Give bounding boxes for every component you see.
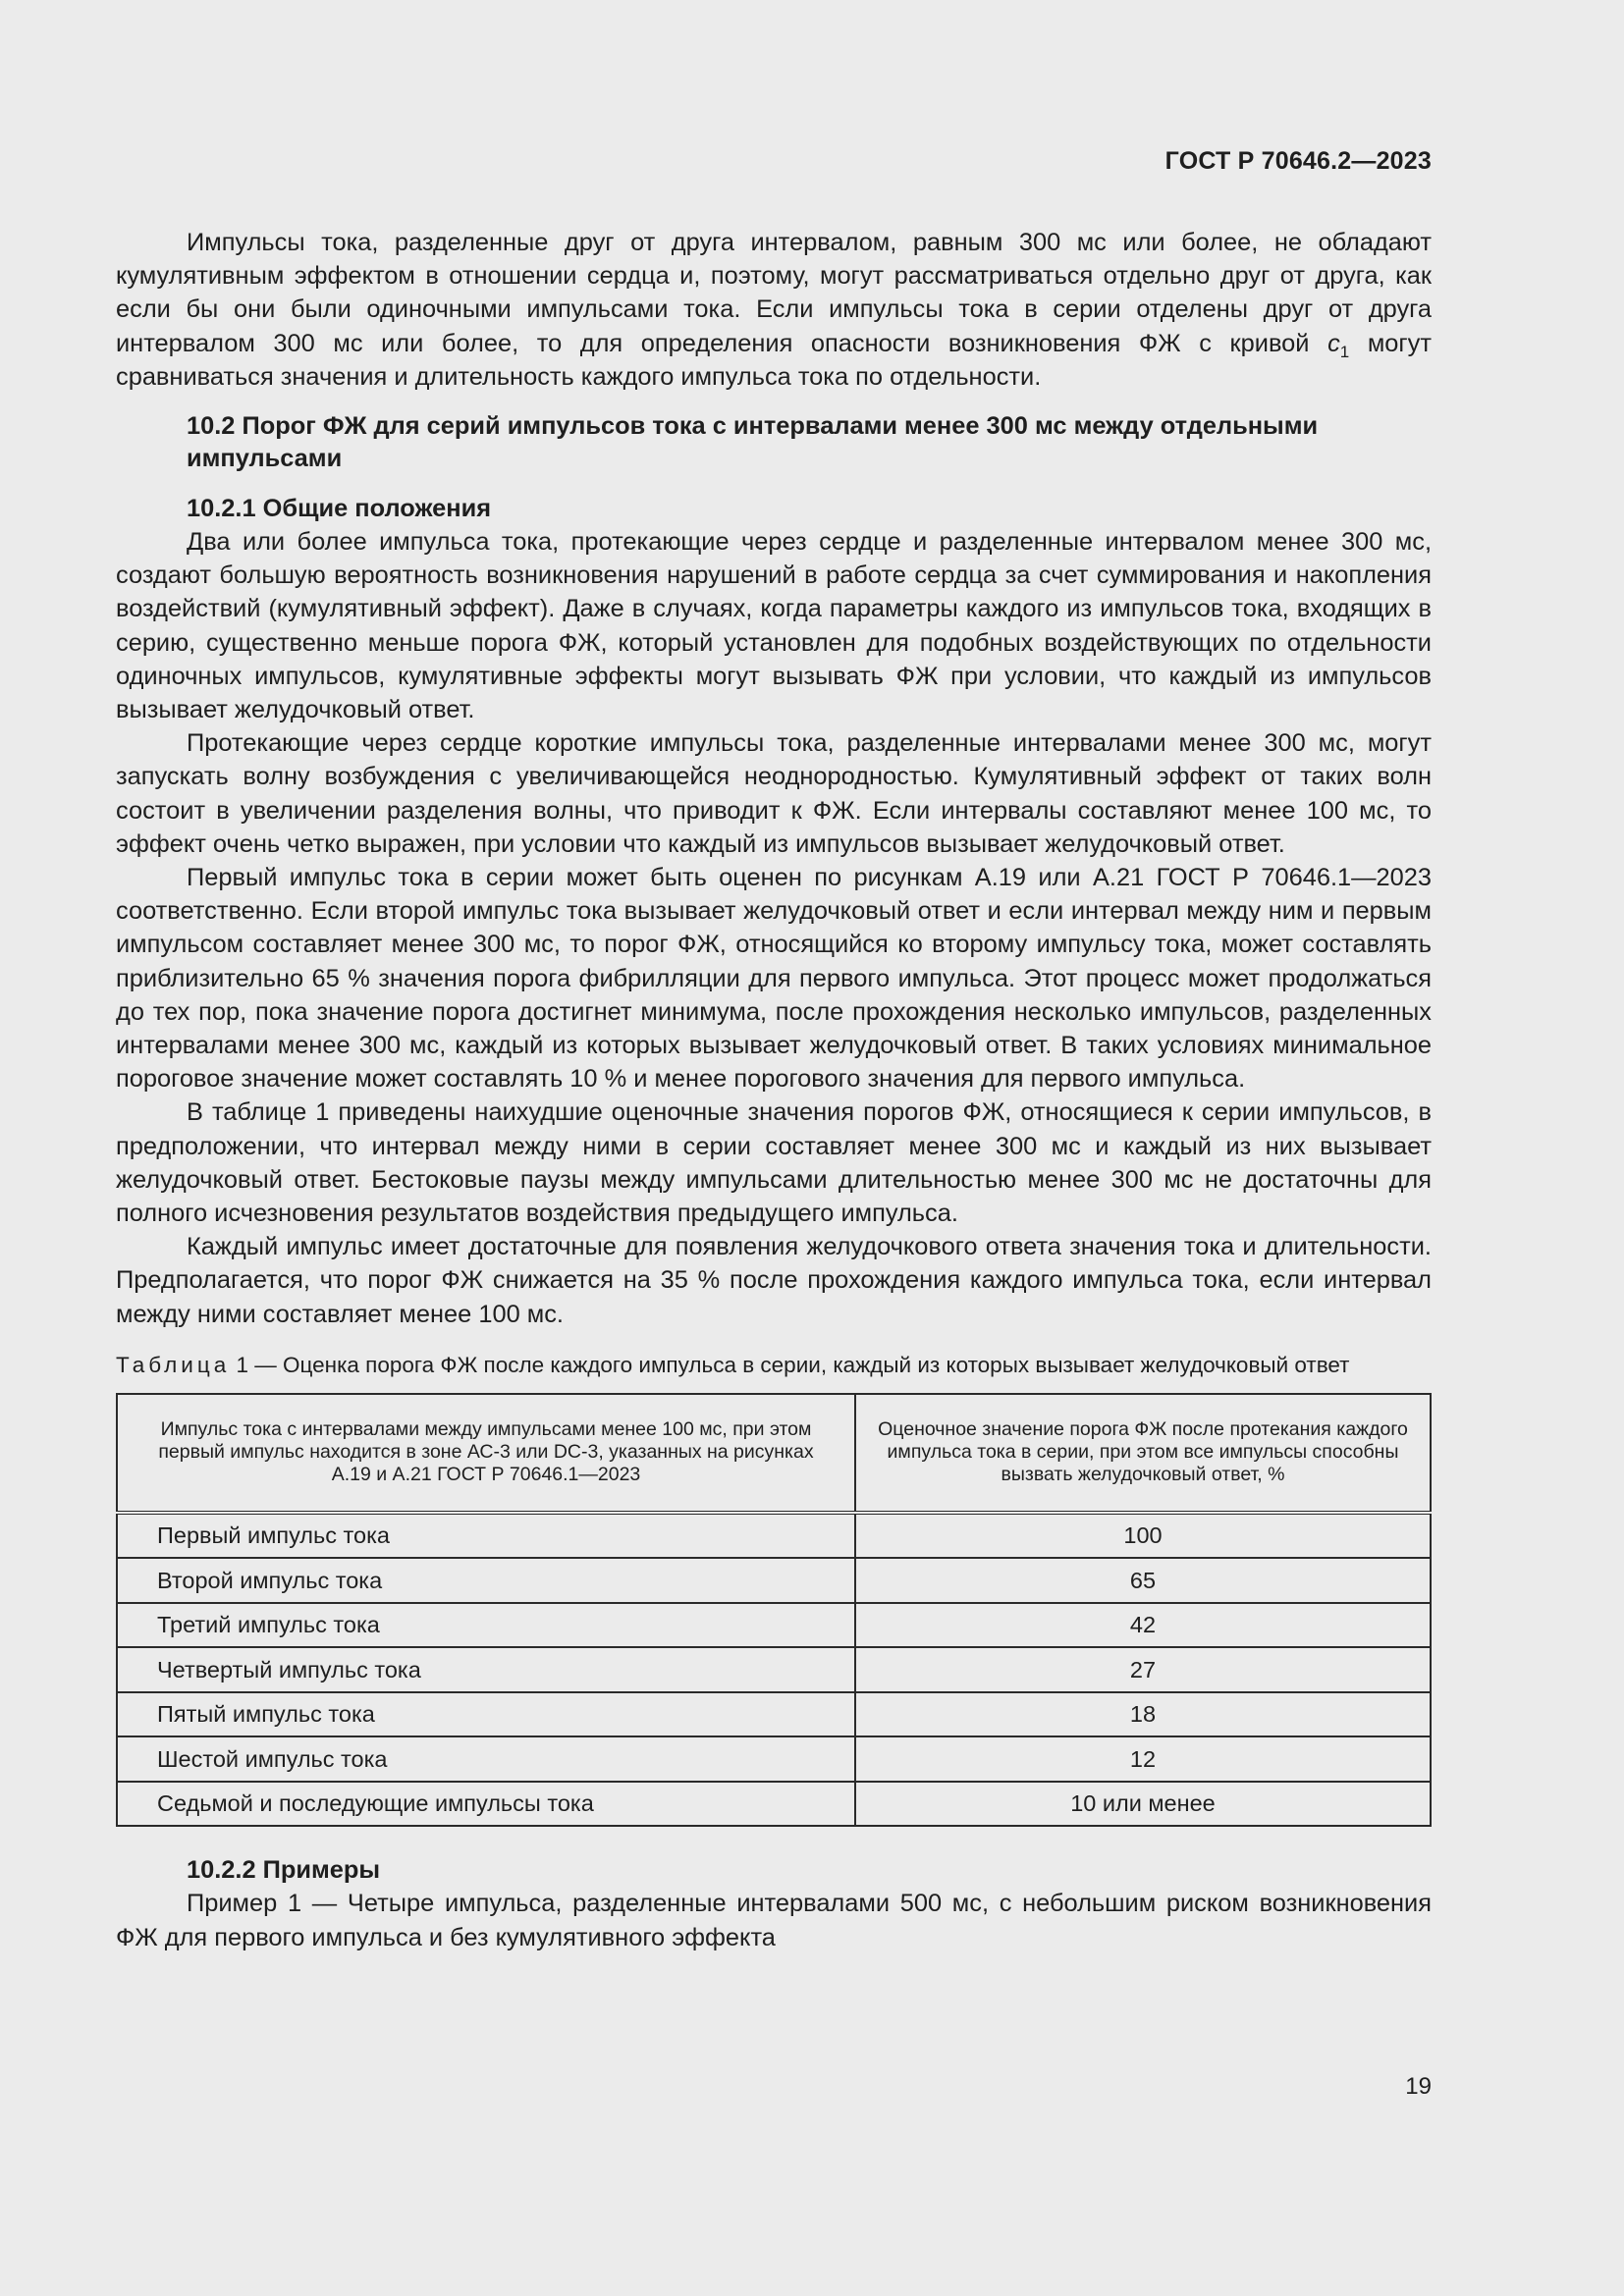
row-value: 65 bbox=[855, 1558, 1431, 1603]
row-label: Шестой импульс тока bbox=[117, 1736, 855, 1782]
table-row bbox=[117, 1558, 1431, 1603]
table-header-left: Импульс тока с интервалами между импульсами менее 100 мс, при этом первый импульс находится в зоне АС-3 или DC-3, указанных на рисунках А.19 и А.21 ГОСТ Р 70646.1—2023 bbox=[117, 1394, 855, 1513]
row-value: 12 bbox=[855, 1736, 1431, 1782]
paragraph-5: Каждый импульс имеет достаточные для появления желудочкового ответа значения тока и длительности. Предполагается, что порог ФЖ снижается на 35 % после прохождения каждого импульса тока, если интервал между ними составляет менее 100 мс. bbox=[116, 1233, 1432, 1328]
row-label: Второй импульс тока bbox=[117, 1558, 855, 1603]
example-1: Пример 1 — Четыре импульса, разделенные интервалами 500 мс, с небольшим риском возникновения ФЖ для первого импульса и без кумулятивного эффекта bbox=[116, 1890, 1432, 1951]
table-row bbox=[117, 1603, 1431, 1648]
section-10-2-2-title: 10.2.2 Примеры bbox=[187, 1856, 381, 1885]
paragraph-4: В таблице 1 приведены наихудшие оценочные значения порогов ФЖ, относящиеся к серии импульсов, в предположении, что интервал между ними в серии составляет менее 300 мс и каждый из них вызывает желудочковый ответ. Бестоковые паузы между импульсами длительностью менее 300 мс не достаточны для полного исчезновения результатов воздействия предыдущего импульса. bbox=[116, 1098, 1432, 1228]
curve-subscript: 1 bbox=[1339, 342, 1350, 361]
page-content bbox=[116, 145, 1432, 1954]
intro-text: Импульсы тока, разделенные друг от друга интервалом, равным 300 мс или более, не обладают кумулятивным эффектом в отношении сердца и, поэтому, могут рассматриваться отдельно друг от друга, как если бы они были одиночными импульсами тока. Если импульсы тока в серии отделены друг от друга интервалом 300 мс или более, то для определения опасности возникновения ФЖ с кривой bbox=[116, 229, 1432, 357]
row-label: Пятый импульс тока bbox=[117, 1692, 855, 1737]
section-10-2-1-title: 10.2.1 Общие положения bbox=[187, 495, 492, 523]
row-label: Первый импульс тока bbox=[117, 1513, 855, 1559]
section-10-2-title: 10.2 Порог ФЖ для серий импульсов тока с интервалами менее 300 мс между отдельными импульсами bbox=[187, 412, 1319, 473]
table-row bbox=[117, 1647, 1431, 1692]
table-caption bbox=[116, 1349, 1432, 1381]
table-header-right: Оценочное значение порога ФЖ после протекания каждого импульса тока в серии, при этом все импульсы способны вызвать желудочковый ответ, % bbox=[855, 1394, 1431, 1513]
paragraph-1: Два или более импульса тока, протекающие через сердце и разделенные интервалом менее 300 мс, создают большую вероятность возникновения нарушений в работе сердца за счет суммирования и накопления воздействий (кумулятивный эффект). Даже в случаях, когда параметры каждого из импульсов тока, входящих в серию, существенно меньше порога ФЖ, который установлен для подобных воздействующих по отдельности одиночных импульсов, кумулятивные эффекты могут вызывать ФЖ при условии, что каждый из импульсов вызывает желудочковый ответ. bbox=[116, 528, 1432, 724]
table-row bbox=[117, 1513, 1431, 1559]
document-header: ГОСТ Р 70646.2—2023 bbox=[1164, 147, 1432, 175]
row-label: Третий импульс тока bbox=[117, 1603, 855, 1648]
table-row bbox=[117, 1736, 1431, 1782]
threshold-table bbox=[116, 1393, 1432, 1828]
page-number: 19 bbox=[1405, 2073, 1432, 2100]
table-caption-text: 1 — Оценка порога ФЖ после каждого импульса в серии, каждый из которых вызывает желудочковый ответ bbox=[230, 1352, 1350, 1377]
row-label: Четвертый импульс тока bbox=[117, 1647, 855, 1692]
intro-paragraph bbox=[116, 226, 1432, 394]
table-row bbox=[117, 1782, 1431, 1827]
paragraph-3: Первый импульс тока в серии может быть оценен по рисункам А.19 или А.21 ГОСТ Р 70646.1—2023 соответственно. Если второй импульс тока вызывает желудочковый ответ и если интервал между ним и первым импульсом составляет менее 300 мс, то порог ФЖ, относящийся ко второму импульсу тока, может составлять приблизительно 65 % значения порога фибрилляции для первого импульса. Этот процесс может продолжаться до тех пор, пока значение порога достигнет минимума, после прохождения несколько импульсов, разделенных интервалами менее 300 мс, каждый из которых вызывает желудочковый ответ. В таких условиях минимальное пороговое значение может составлять 10 % и менее порогового значения для первого импульса. bbox=[116, 864, 1432, 1094]
row-label: Седьмой и последующие импульсы тока bbox=[117, 1782, 855, 1827]
table-caption-word: Таблица bbox=[116, 1352, 231, 1377]
row-value: 27 bbox=[855, 1647, 1431, 1692]
intro-tail: могут сравниваться значения и длительность каждого импульса тока по отдельности. bbox=[116, 329, 1433, 391]
row-value: 42 bbox=[855, 1603, 1431, 1648]
row-value: 18 bbox=[855, 1692, 1431, 1737]
paragraph-2: Протекающие через сердце короткие импульсы тока, разделенные интервалами менее 300 мс, могут запускать волну возбуждения с увеличивающейся неоднородностью. Кумулятивный эффект от таких волн состоит в увеличении разделения волны, что приводит к ФЖ. Если интервалы составляют менее 100 мс, то эффект очень четко выражен, при условии что каждый из импульсов вызывает желудочковый ответ. bbox=[116, 729, 1432, 858]
table-row bbox=[117, 1692, 1431, 1737]
table-header-row bbox=[117, 1394, 1431, 1513]
row-value: 10 или менее bbox=[855, 1782, 1431, 1827]
row-value: 100 bbox=[855, 1513, 1431, 1559]
curve-variable: c bbox=[1327, 329, 1340, 357]
